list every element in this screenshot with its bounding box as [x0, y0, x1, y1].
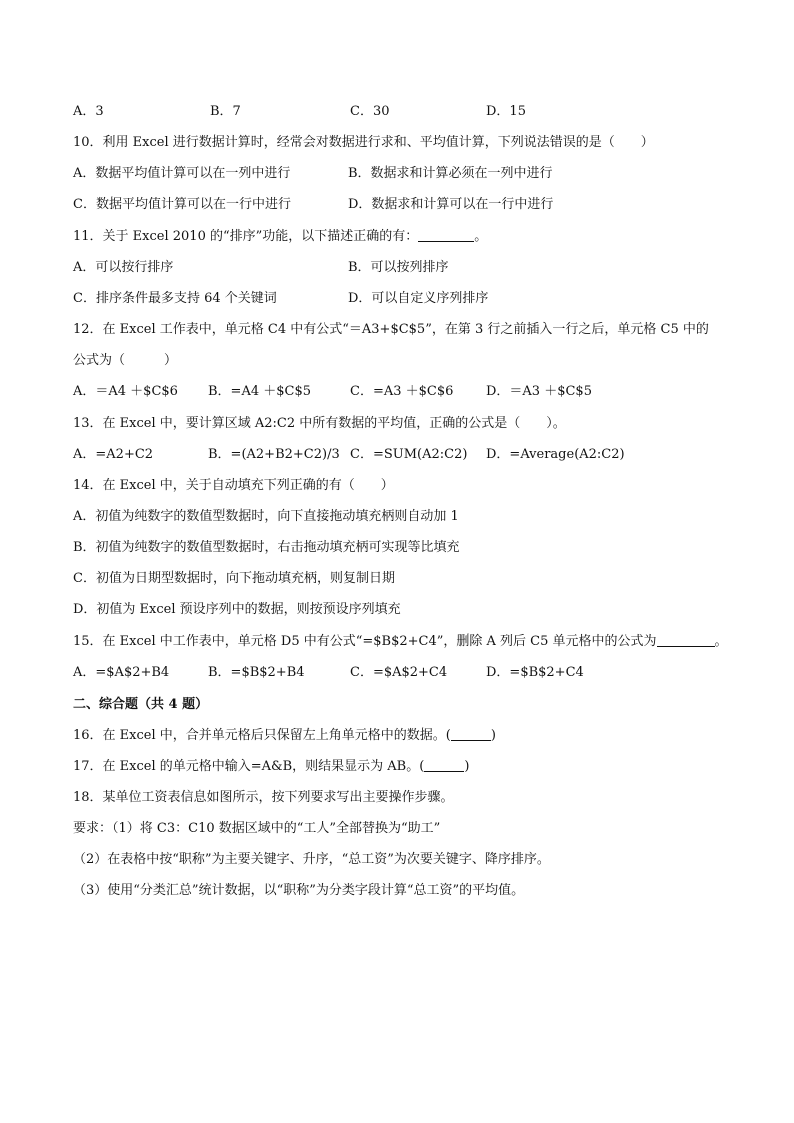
q13-option-d: D．=Average(A2:C2): [486, 447, 625, 462]
q13-stem: 13．在 Excel 中，要计算区域 A2:C2 中所有数据的平均值，正确的公式是（ ）。: [73, 416, 566, 431]
q15-option-d: D．=$B$2+C4: [486, 665, 584, 680]
q12-options: [73, 381, 724, 403]
q13-options: [73, 444, 724, 466]
q13-option-a: A．=A2+C2: [73, 447, 154, 462]
q12-option-a: A．＝A4 ＋$C$6: [73, 384, 178, 399]
q11-options-row1: [73, 257, 724, 279]
q18-requirement-3: （3）使用“分类汇总”统计数据，以“职称”为分类字段计算“总工资”的平均值。: [73, 883, 525, 898]
q15-option-a: A．=$A$2+B4: [73, 665, 170, 680]
q17-stem-end: ): [464, 759, 470, 774]
q10-option-c: C．数据平均值计算可以在一行中进行: [73, 197, 291, 212]
q9-options: [73, 101, 724, 123]
section-title: 二、综合题（共 4 题）: [73, 697, 209, 712]
q11-option-d: D．可以自定义序列排序: [348, 291, 489, 306]
q11-stem-text: 11．关于 Excel 2010 的“排序”功能，以下描述正确的有：: [73, 229, 419, 244]
q10-stem: 10．利用 Excel 进行数据计算时，经常会对数据进行求和、平均值计算，下列说法错误的是（ ）: [73, 135, 654, 150]
q16-stem: [73, 725, 724, 747]
q10-options-row1: [73, 163, 724, 185]
q15-option-b: B．=$B$2+B4: [208, 665, 305, 680]
q9-option-b: B．7: [210, 104, 241, 119]
q13-option-c: C．=SUM(A2:C2): [350, 447, 468, 462]
q15-stem: [73, 631, 728, 653]
q16-stem-end: ): [490, 728, 496, 743]
q9-option-a: A．3: [73, 104, 104, 119]
q11-answer-blank: [418, 227, 474, 242]
q15-stem-end: 。: [714, 634, 728, 649]
q11-options-row2: [73, 288, 724, 310]
q17-stem: [73, 756, 724, 778]
q10-option-a: A．数据平均值计算可以在一列中进行: [73, 166, 291, 181]
q10-option-d: D．数据求和计算可以在一行中进行: [348, 197, 554, 212]
q15-option-c: C．=$A$2+C4: [350, 665, 448, 680]
q12-option-d: D．＝A3 ＋$C$5: [486, 384, 592, 399]
q14-option-d: D．初值为 Excel 预设序列中的数据，则按预设序列填充: [73, 602, 401, 617]
q11-stem: [73, 226, 724, 248]
q12-stem-line1: 12．在 Excel 工作表中，单元格 C4 中有公式“＝A3+$C$5”，在第 3 行之前插入一行之后，单元格 C5 中的: [73, 322, 709, 337]
q17-answer-blank: [424, 757, 464, 772]
q18-stem: 18．某单位工资表信息如图所示，按下列要求写出主要操作步骤。: [73, 790, 454, 805]
q16-answer-blank: [451, 726, 491, 741]
q12-option-b: B．=A4 ＋$C$5: [208, 384, 311, 399]
q12-option-c: C．=A3 ＋$C$6: [350, 384, 454, 399]
q14-option-c: C．初值为日期型数据时，向下拖动填充柄，则复制日期: [73, 571, 395, 586]
q18-requirement-1: 要求：（1）将 C3：C10 数据区域中的“工人”全部替换为“助工”: [73, 821, 441, 836]
q15-options: [73, 662, 724, 684]
q10-options-row2: [73, 194, 724, 216]
q14-option-a: A．初值为纯数字的数值型数据时，向下直接拖动填充柄则自动加 1: [73, 509, 459, 524]
q13-option-b: B．=(A2+B2+C2)/3: [208, 447, 340, 462]
q11-option-a: A．可以按行排序: [73, 260, 174, 275]
q11-option-c: C．排序条件最多支持 64 个关键词: [73, 291, 277, 306]
q11-option-b: B．可以按列排序: [348, 260, 449, 275]
q9-option-d: D．15: [486, 104, 526, 119]
q14-stem: 14．在 Excel 中，关于自动填充下列正确的有（ ）: [73, 478, 394, 493]
q16-stem-text: 16．在 Excel 中，合并单元格后只保留左上角单元格中的数据。(: [73, 728, 451, 743]
q11-stem-end: 。: [474, 229, 488, 244]
q9-option-c: C．30: [350, 104, 390, 119]
q12-stem-line2: 公式为（ ）: [73, 353, 178, 368]
q18-requirement-2: （2）在表格中按“职称”为主要关键字、升序，“总工资”为次要关键字、降序排序。: [73, 852, 550, 867]
q10-option-b: B．数据求和计算必须在一列中进行: [348, 166, 553, 181]
q17-stem-text: 17．在 Excel 的单元格中输入=A&B，则结果显示为 AB。(: [73, 759, 425, 774]
q15-stem-text: 15．在 Excel 中工作表中，单元格 D5 中有公式“=$B$2+C4”，删除 A 列后 C5 单元格中的公式为: [73, 634, 657, 649]
q15-answer-blank: [657, 632, 715, 647]
q14-option-b: B．初值为纯数字的数值型数据时，右击拖动填充柄可实现等比填充: [73, 540, 460, 555]
